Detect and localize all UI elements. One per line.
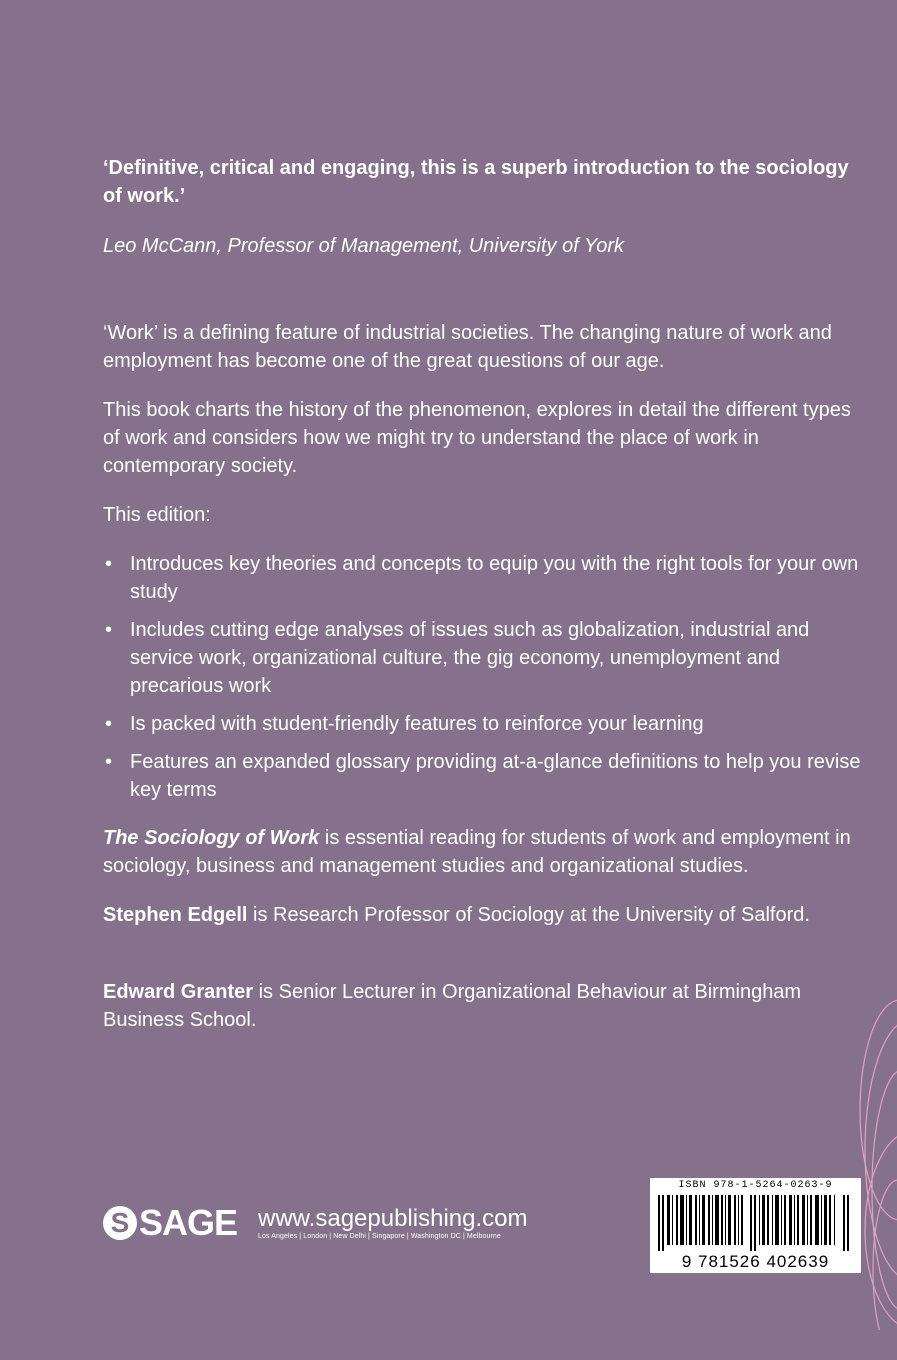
book-title: The Sociology of Work: [103, 827, 320, 849]
list-item: • Introduces key theories and concepts to equip you with the right tools for your own study: [103, 550, 865, 606]
author-bio-edgell: Stephen Edgell is Research Professor of Sociology at the University of Salford.: [103, 904, 810, 926]
list-item: • Features an expanded glossary providing at-a-glance definitions to help you revise key terms: [103, 748, 865, 804]
isbn-barcode: [650, 1178, 861, 1273]
publisher-url[interactable]: www.sagepublishing.com: [258, 1205, 528, 1232]
author-bio-granter: Edward Granter is Senior Lecturer in Organizational Behaviour at Birmingham Business School.: [103, 981, 802, 1031]
review-attribution: Leo McCann, Professor of Management, University of York: [103, 235, 624, 257]
bullet-icon: •: [105, 713, 113, 735]
publisher-cities: Los Angeles | London | New Delhi | Singapore | Washington DC | Melbourne: [258, 1233, 501, 1240]
list-item: • Includes cutting edge analyses of issues such as globalization, industrial and service work, organizational culture, the gig economy, unemployment and precarious work: [103, 616, 865, 700]
closing-paragraph: The Sociology of Work is essential reading for students of work and employment in sociology, business and management studies and organizational studies.: [103, 827, 851, 877]
decorative-curves-icon: [840, 990, 897, 1330]
review-quote: ‘Definitive, critical and engaging, this is a superb introduction to the sociology of work.’: [103, 157, 849, 207]
publisher-web: [258, 1206, 527, 1242]
isbn-label: ISBN 978-1-5264-0263-9: [678, 1180, 833, 1191]
author-name: Edward Granter: [103, 981, 254, 1003]
feature-list: [103, 550, 865, 814]
description-paragraph: This book charts the history of the phenomenon, explores in detail the different types of work and considers how we might try to understand the place of work in contemporary society.: [103, 399, 851, 477]
author-name: Stephen Edgell: [103, 904, 248, 926]
barcode-number: 9 781526 402639: [681, 1252, 830, 1271]
bullet-icon: •: [105, 553, 113, 575]
list-item: • Is packed with student-friendly features to reinforce your learning: [103, 710, 865, 738]
bullet-icon: •: [105, 619, 113, 641]
barcode-bars: [658, 1195, 853, 1251]
edition-heading: This edition:: [103, 504, 211, 526]
intro-paragraph: ‘Work’ is a defining feature of industrial societies. The changing nature of work and employment has become one of the great questions of our age.: [103, 322, 832, 372]
bullet-icon: •: [105, 751, 113, 773]
sage-wordmark: SAGE: [139, 1202, 238, 1243]
sage-logo: [103, 1203, 237, 1243]
sage-s-icon: S: [103, 1206, 137, 1240]
